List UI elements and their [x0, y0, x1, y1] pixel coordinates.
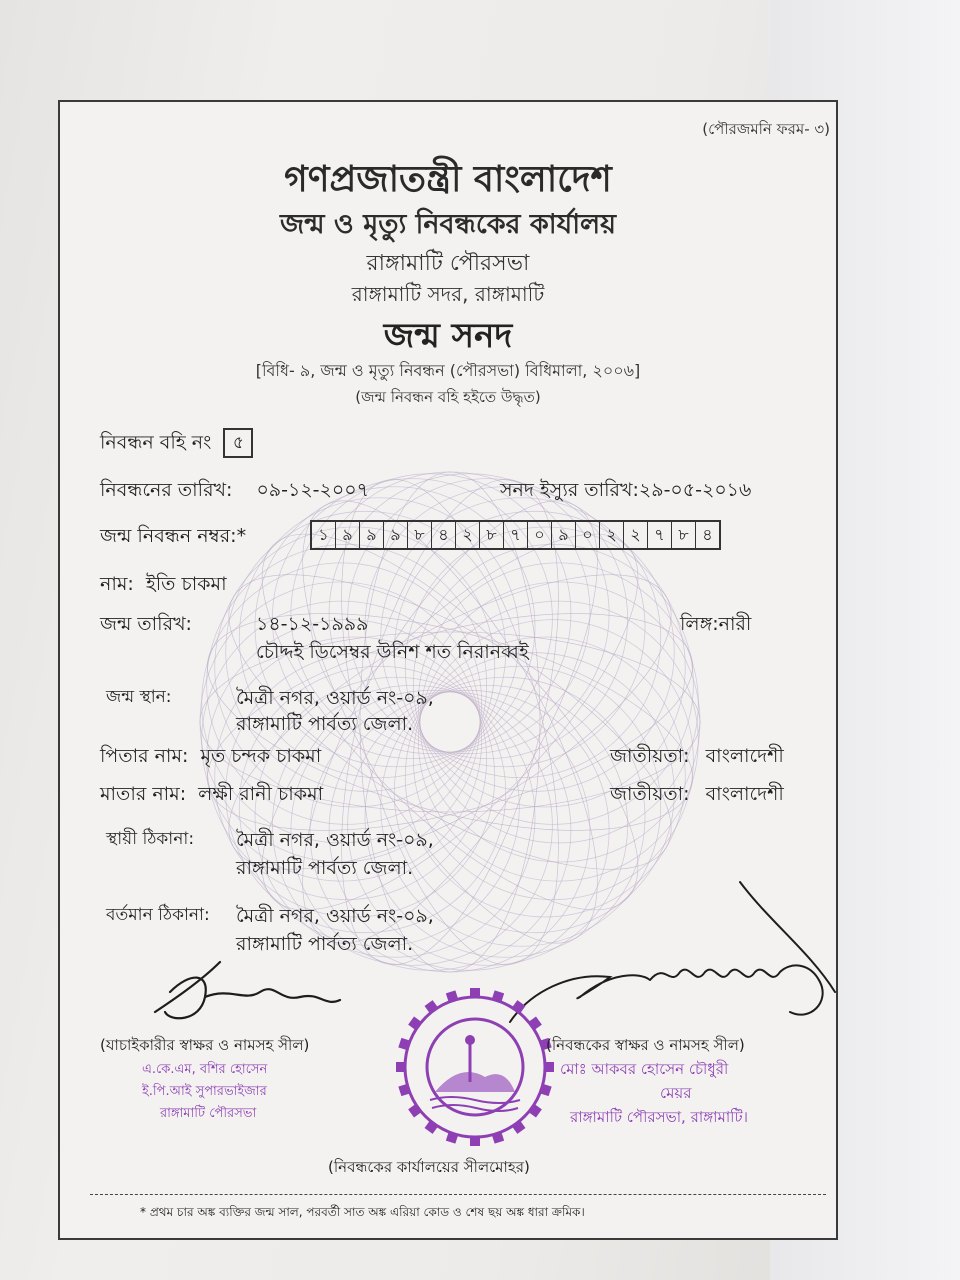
birthplace-label: জন্ম স্থান:	[106, 687, 172, 707]
municipality-title: রাঙ্গামাটি পৌরসভা	[366, 251, 530, 276]
registrar-stamp-line2: মেয়র	[660, 1084, 692, 1102]
name-label: নাম:	[100, 573, 134, 595]
registrar-stamp-line3: রাঙ্গামাটি পৌরসভা, রাঙ্গামাটি।	[570, 1108, 748, 1126]
rule-reference: [বিধি- ৯, জন্ম ও মৃত্যু নিবন্ধন (পৌরসভা) বিধিমালা, ২০০৬]	[255, 361, 641, 380]
current-address-label: বর্তমান ঠিকানা:	[106, 905, 210, 925]
permanent-address-line2: রাঙ্গামাটি পার্বত্য জেলা.	[236, 857, 414, 879]
issue-date-value: ২৯-০৫-২০১৬	[638, 479, 752, 501]
office-title: জন্ম ও মৃত্যু নিবন্ধকের কার্যালয়	[279, 209, 617, 240]
registration-date-value: ০৯-১২-২০০৭	[256, 479, 369, 501]
birthplace-line1: মৈত্রী নগর, ওয়ার্ড নং-০৯,	[236, 687, 434, 709]
mother-value: লক্ষী রানী চাকমা	[198, 783, 324, 805]
registration-digit: ২	[600, 522, 624, 548]
verifier-stamp-line1: এ.কে.এম, বশির হোসেন	[142, 1062, 268, 1077]
book-number-row	[100, 428, 253, 461]
footnote: * প্রথম চার অঙ্ক ব্যক্তির জন্ম সাল, পরবর্তী সাত অঙ্ক এরিয়া কোড ও শেষ ছয় অঙ্ক ধারা ক্রমিক।	[140, 1205, 585, 1219]
current-address-line2: রাঙ্গামাটি পার্বত্য জেলা.	[236, 933, 414, 955]
registration-digit: ৮	[672, 522, 696, 548]
birthplace-line2: রাঙ্গামাটি পার্বত্য জেলা.	[236, 713, 414, 735]
book-number-box: ৫	[223, 428, 253, 458]
mother-nationality-row	[610, 780, 784, 812]
current-address-line1: মৈত্রী নগর, ওয়ার্ড নং-০৯,	[236, 905, 434, 927]
mother-nationality-label: জাতীয়তা:	[610, 783, 690, 805]
registration-digit: ২	[624, 522, 648, 548]
verifier-caption: (যাচাইকারীর স্বাক্ষর ও নামসহ সীল)	[100, 1036, 310, 1054]
registration-date-row	[100, 476, 369, 508]
verifier-signature	[150, 942, 410, 1042]
father-row	[100, 742, 321, 774]
registration-number-label: জন্ম নিবন্ধন নম্বর:*	[100, 525, 247, 547]
registration-digit: ০	[528, 522, 552, 548]
father-value: মৃত চন্দক চাকমা	[200, 745, 322, 767]
father-nationality-label: জাতীয়তা:	[610, 745, 690, 767]
dob-value: ১৪-১২-১৯৯৯	[256, 613, 369, 635]
birth-certificate	[58, 100, 838, 1240]
footnote-divider	[90, 1194, 826, 1195]
name-row	[100, 570, 227, 602]
gender-label: লিঙ্গ:	[680, 613, 719, 635]
registration-digit: ০	[576, 522, 600, 548]
verifier-stamp-line3: রাঙ্গামাটি পৌরসভা	[160, 1106, 257, 1121]
name-value: ইতি চাকমা	[145, 573, 227, 595]
issue-date-label: সনদ ইস্যুর তারিখ:	[500, 479, 639, 501]
source-note: (জন্ম নিবন্ধন বহি হইতে উদ্ধৃত)	[355, 388, 541, 406]
registration-digit: ৭	[648, 522, 672, 548]
registration-digit: ১	[312, 522, 336, 548]
dob-in-words: চৌদ্দই ডিসেম্বর উনিশ শত নিরানব্বই	[256, 641, 529, 663]
registration-digit: ৯	[384, 522, 408, 548]
father-nationality-value: বাংলাদেশী	[705, 745, 784, 767]
father-label: পিতার নাম:	[100, 745, 189, 767]
mother-row	[100, 780, 323, 812]
registrar-caption: (নিবন্ধকের স্বাক্ষর ও নামসহ সীল)	[546, 1036, 745, 1054]
registration-digit: ২	[456, 522, 480, 548]
registration-digit: ৯	[552, 522, 576, 548]
office-seal-icon	[390, 982, 560, 1152]
registration-digit: ৪	[702, 525, 713, 544]
office-seal-caption: (নিবন্ধকের কার্যালয়ের সীলমোহর)	[328, 1158, 530, 1176]
permanent-address-line1: মৈত্রী নগর, ওয়ার্ড নং-০৯,	[236, 829, 434, 851]
registration-digit: ৭	[504, 522, 528, 548]
registrar-stamp-line1: মোঃ আকবর হোসেন চৌধুরী	[560, 1060, 729, 1078]
form-number: (পৌরজমনি ফরম- ৩)	[702, 120, 830, 138]
issue-date-row	[500, 476, 751, 508]
registration-digit: ৪	[432, 522, 456, 548]
gender-row	[680, 610, 751, 642]
book-number-label: নিবন্ধন বহি নং	[100, 431, 212, 454]
registration-digit: ৯	[336, 522, 360, 548]
gender-value: নারী	[718, 613, 752, 635]
country-title: গণপ্রজাতন্ত্রী বাংলাদেশ	[284, 159, 612, 200]
district-title: রাঙ্গামাটি সদর, রাঙ্গামাটি	[351, 282, 545, 306]
verifier-stamp-line2: ই.পি.আই সুপারভাইজার	[142, 1084, 267, 1099]
registration-digit: ৯	[360, 522, 384, 548]
document-title: জন্ম সনদ	[383, 316, 513, 356]
permanent-address-label: স্থায়ী ঠিকানা:	[106, 829, 195, 849]
mother-nationality-value: বাংলাদেশী	[705, 783, 784, 805]
mother-label: মাতার নাম:	[100, 783, 187, 805]
registration-digit: ৮	[408, 522, 432, 548]
registration-number-boxes	[310, 520, 721, 550]
registration-digit: ৮	[480, 522, 504, 548]
dob-label: জন্ম তারিখ:	[100, 613, 192, 635]
father-nationality-row	[610, 742, 784, 774]
registration-date-label: নিবন্ধনের তারিখ:	[100, 479, 233, 501]
